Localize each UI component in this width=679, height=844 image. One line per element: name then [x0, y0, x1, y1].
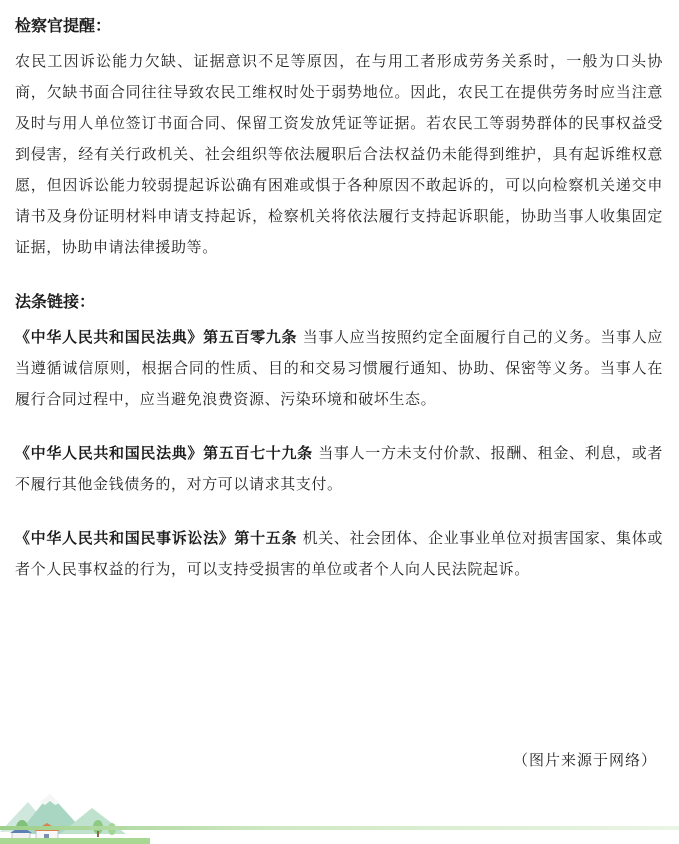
image-credit: （图片来源于网络） [512, 751, 657, 769]
law-article-1-reference: 《中华人民共和国民法典》第五百零九条 [15, 328, 298, 346]
law-article-2 [15, 438, 663, 500]
reminder-paragraph: 农民工因诉讼能力欠缺、证据意识不足等原因，在与用工者形成劳务关系时，一般为口头协商，欠缺书面合同往往导致农民工维权时处于弱势地位。因此，农民工在提供劳务时应当注意及时与用人单位签订书面合同、保留工资发放凭证等证据。若农民工等弱势群体的民事权益受到侵害，经有关行政机关、社会组织等依法履职后合法权益仍未能得到维护，具有起诉维权意愿，但因诉讼能力较弱提起诉讼确有困难或惧于各种原因不敢起诉的，可以向检察机关递交申请书及身份证明材料申请支持起诉，检察机关将依法履行支持起诉职能，协助当事人收集固定证据，协助申请法律援助等。 [15, 52, 663, 256]
footer-divider [0, 826, 679, 830]
law-article-3 [15, 523, 663, 585]
law-article-1-text: 当事人应当按照约定全面履行自己的义务。当事人应当遵循诚信原则，根据合同的性质、目的和交易习惯履行通知、协助、保密等义务。当事人在履行合同过程中，应当避免浪费资源、污染环境和破坏生态。 [15, 328, 664, 408]
article-body [15, 14, 663, 585]
reminder-heading: 检察官提醒： [15, 16, 112, 35]
law-article-2-reference: 《中华人民共和国民法典》第五百七十九条 [15, 444, 313, 462]
village-landscape-illustration [0, 772, 150, 844]
law-article-3-reference: 《中华人民共和国民事诉讼法》第十五条 [15, 529, 298, 547]
law-links-heading: 法条链接： [15, 292, 96, 311]
law-article-3-text: 机关、社会团体、企业事业单位对损害国家、集体或者个人民事权益的行为，可以支持受损害的单位或者个人向人民法院起诉。 [15, 529, 664, 578]
law-article-1 [15, 322, 663, 415]
law-article-2-text: 当事人一方未支付价款、报酬、租金、利息，或者不履行其他金钱债务的，对方可以请求其支付。 [15, 444, 664, 493]
